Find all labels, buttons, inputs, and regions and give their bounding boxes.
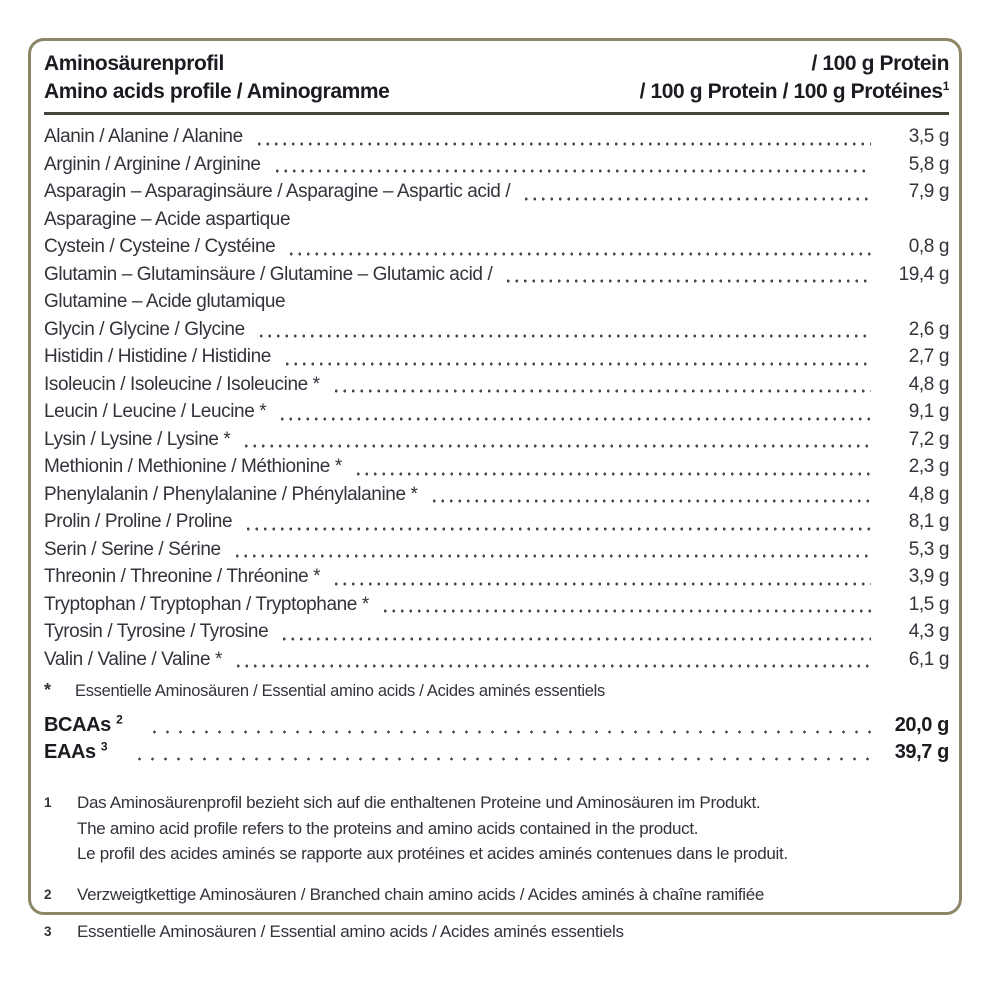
eaa-label <box>44 739 107 766</box>
amino-acid-row <box>44 426 949 454</box>
row-value: 2,6 g <box>908 318 949 340</box>
row-value: 2,3 g <box>908 456 949 477</box>
row-label: Isoleucin / Isoleucine / Isoleucine * <box>44 373 320 395</box>
amino-acid-row-continuation <box>44 206 949 234</box>
amino-acid-row <box>44 178 949 206</box>
row-value: 6,1 g <box>908 648 949 670</box>
row-label: Phenylalanin / Phenylalanine / Phénylalanine * <box>44 483 418 505</box>
dot-leader <box>381 609 871 613</box>
bcaa-value: 20,0 g <box>894 714 949 736</box>
dot-leader <box>273 169 871 173</box>
row-value: 4,8 g <box>908 373 949 395</box>
eaa-value: 39,7 g <box>894 741 949 763</box>
summary-block <box>44 712 949 766</box>
bcaa-row <box>44 712 949 739</box>
footnote-1-line-de: Das Aminosäurenprofil bezieht sich auf die enthaltenen Proteine und Aminosäuren im Produkt. <box>77 793 761 812</box>
amino-acid-row <box>44 316 949 344</box>
footnote-3-marker: 3 <box>44 924 52 939</box>
dot-leader <box>257 334 871 338</box>
eaa-label-text: EAAs <box>44 741 96 763</box>
amino-acid-row <box>44 233 949 261</box>
row-value: 2,7 g <box>908 346 949 367</box>
bcaa-footnote-ref: 2 <box>116 712 123 727</box>
amino-acid-row <box>44 398 949 426</box>
row-value: 4,3 g <box>908 621 949 642</box>
row-value: 8,1 g <box>908 511 949 532</box>
row-label: Prolin / Proline / Proline <box>44 511 233 532</box>
footnote-1-line-en: The amino acid profile refers to the proteins and amino acids contained in the product. <box>77 818 699 838</box>
amino-acid-row <box>44 481 949 509</box>
dot-leader <box>283 362 871 366</box>
row-value: 9,1 g <box>908 401 949 422</box>
footnote-2-marker: 2 <box>44 886 52 902</box>
row-value: 5,8 g <box>908 153 949 175</box>
row-value: 4,8 g <box>908 483 949 505</box>
essential-amino-note <box>44 678 949 703</box>
eaa-row <box>44 739 949 766</box>
dot-leader <box>430 499 872 503</box>
amino-acid-row <box>44 646 949 674</box>
amino-acid-row <box>44 591 949 619</box>
footnote-2 <box>44 882 949 908</box>
row-label: Leucin / Leucine / Leucine * <box>44 401 267 422</box>
row-value: 7,9 g <box>908 181 949 202</box>
amino-acid-row <box>44 261 949 289</box>
dot-leader <box>133 757 871 761</box>
row-label: Histidin / Histidine / Histidine <box>44 346 271 367</box>
row-label: Tyrosin / Tyrosine / Tyrosine <box>44 621 269 642</box>
asterisk-note-text: Essentielle Aminosäuren / Essential amino acids / Acides aminés essentiels <box>75 682 605 700</box>
dot-leader <box>278 417 871 421</box>
row-value: 1,5 g <box>908 593 949 615</box>
row-label: Methionin / Methionine / Méthionine * <box>44 456 342 477</box>
row-label: Tryptophan / Tryptophan / Tryptophane * <box>44 593 369 615</box>
footnote-3 <box>44 919 949 945</box>
footnote-1 <box>44 790 949 867</box>
amino-acid-row <box>44 151 949 179</box>
header-footnote-ref-1: 1 <box>942 79 949 93</box>
dot-leader <box>242 444 871 448</box>
amino-profile-panel <box>28 38 962 941</box>
bcaa-label-text: BCAAs <box>44 714 111 736</box>
row-label: Lysin / Lysine / Lysine * <box>44 428 231 450</box>
bcaa-label <box>44 712 122 739</box>
header-divider <box>44 112 949 115</box>
amino-acid-row <box>44 563 949 591</box>
row-label-line2: Asparagine – Acide aspartique <box>44 208 291 230</box>
amino-acid-row-continuation <box>44 288 949 316</box>
header-unit-text: / 100 g Protein / 100 g Protéines <box>639 80 943 103</box>
dot-leader <box>244 527 871 531</box>
header-line-2 <box>44 78 949 106</box>
footnote-1-line-fr: Le profil des acides aminés se rapporte aux protéines et acides aminés contenues dans le produit. <box>77 844 788 863</box>
header-unit-de: / 100 g Protein <box>811 52 949 75</box>
amino-acid-row <box>44 343 949 371</box>
header-line-1 <box>44 50 949 78</box>
asterisk-marker: * <box>44 680 51 700</box>
row-label: Arginin / Arginine / Arginine <box>44 153 261 175</box>
row-value: 0,8 g <box>908 236 949 257</box>
dot-leader <box>280 637 871 641</box>
amino-acid-row <box>44 453 949 481</box>
eaa-footnote-ref: 3 <box>100 739 108 754</box>
amino-acid-row <box>44 371 949 399</box>
footnote-2-text: Verzweigtkettige Aminosäuren / Branched chain amino acids / Acides aminés à chaîne ramifiée <box>77 884 765 904</box>
amino-acid-row <box>44 536 949 564</box>
dot-leader <box>332 582 871 586</box>
row-label: Alanin / Alanine / Alanine <box>44 126 243 147</box>
dot-leader <box>332 389 871 393</box>
footnote-1-marker: 1 <box>44 795 52 810</box>
footnote-3-text: Essentielle Aminosäuren / Essential amino acids / Acides aminés essentiels <box>77 922 624 941</box>
row-label: Asparagin – Asparaginsäure / Asparagine – Aspartic acid / <box>44 181 511 202</box>
dot-leader <box>354 472 871 476</box>
amino-acid-row <box>44 123 949 151</box>
dot-leader <box>233 554 871 558</box>
row-label: Serin / Serine / Sérine <box>44 538 221 560</box>
amino-acid-row <box>44 508 949 536</box>
row-label-line2: Glutamine – Acide glutamique <box>44 291 286 312</box>
header-title-de: Aminosäurenprofil <box>44 52 224 75</box>
row-label: Valin / Valine / Valine * <box>44 648 222 670</box>
dot-leader <box>522 197 871 201</box>
row-label: Glycin / Glycine / Glycine <box>44 318 245 340</box>
header-unit-en-fr <box>640 78 949 106</box>
dot-leader <box>255 142 871 146</box>
dot-leader <box>504 279 871 283</box>
row-label: Glutamin – Glutaminsäure / Glutamine – Glutamic acid / <box>44 263 493 285</box>
row-label: Threonin / Threonine / Thréonine * <box>44 566 321 587</box>
dot-leader <box>148 730 871 734</box>
row-value: 3,5 g <box>908 126 949 147</box>
row-value: 5,3 g <box>908 538 949 560</box>
row-value: 7,2 g <box>908 428 949 450</box>
header-title-en-fr: Amino acids profile / Aminogramme <box>44 80 390 103</box>
amino-acid-row <box>44 618 949 646</box>
dot-leader <box>287 252 871 256</box>
dot-leader <box>234 664 871 668</box>
row-value: 3,9 g <box>908 566 949 587</box>
row-value: 19,4 g <box>898 263 949 285</box>
footnote-1-text <box>77 790 949 867</box>
row-label: Cystein / Cysteine / Cystéine <box>44 236 276 257</box>
